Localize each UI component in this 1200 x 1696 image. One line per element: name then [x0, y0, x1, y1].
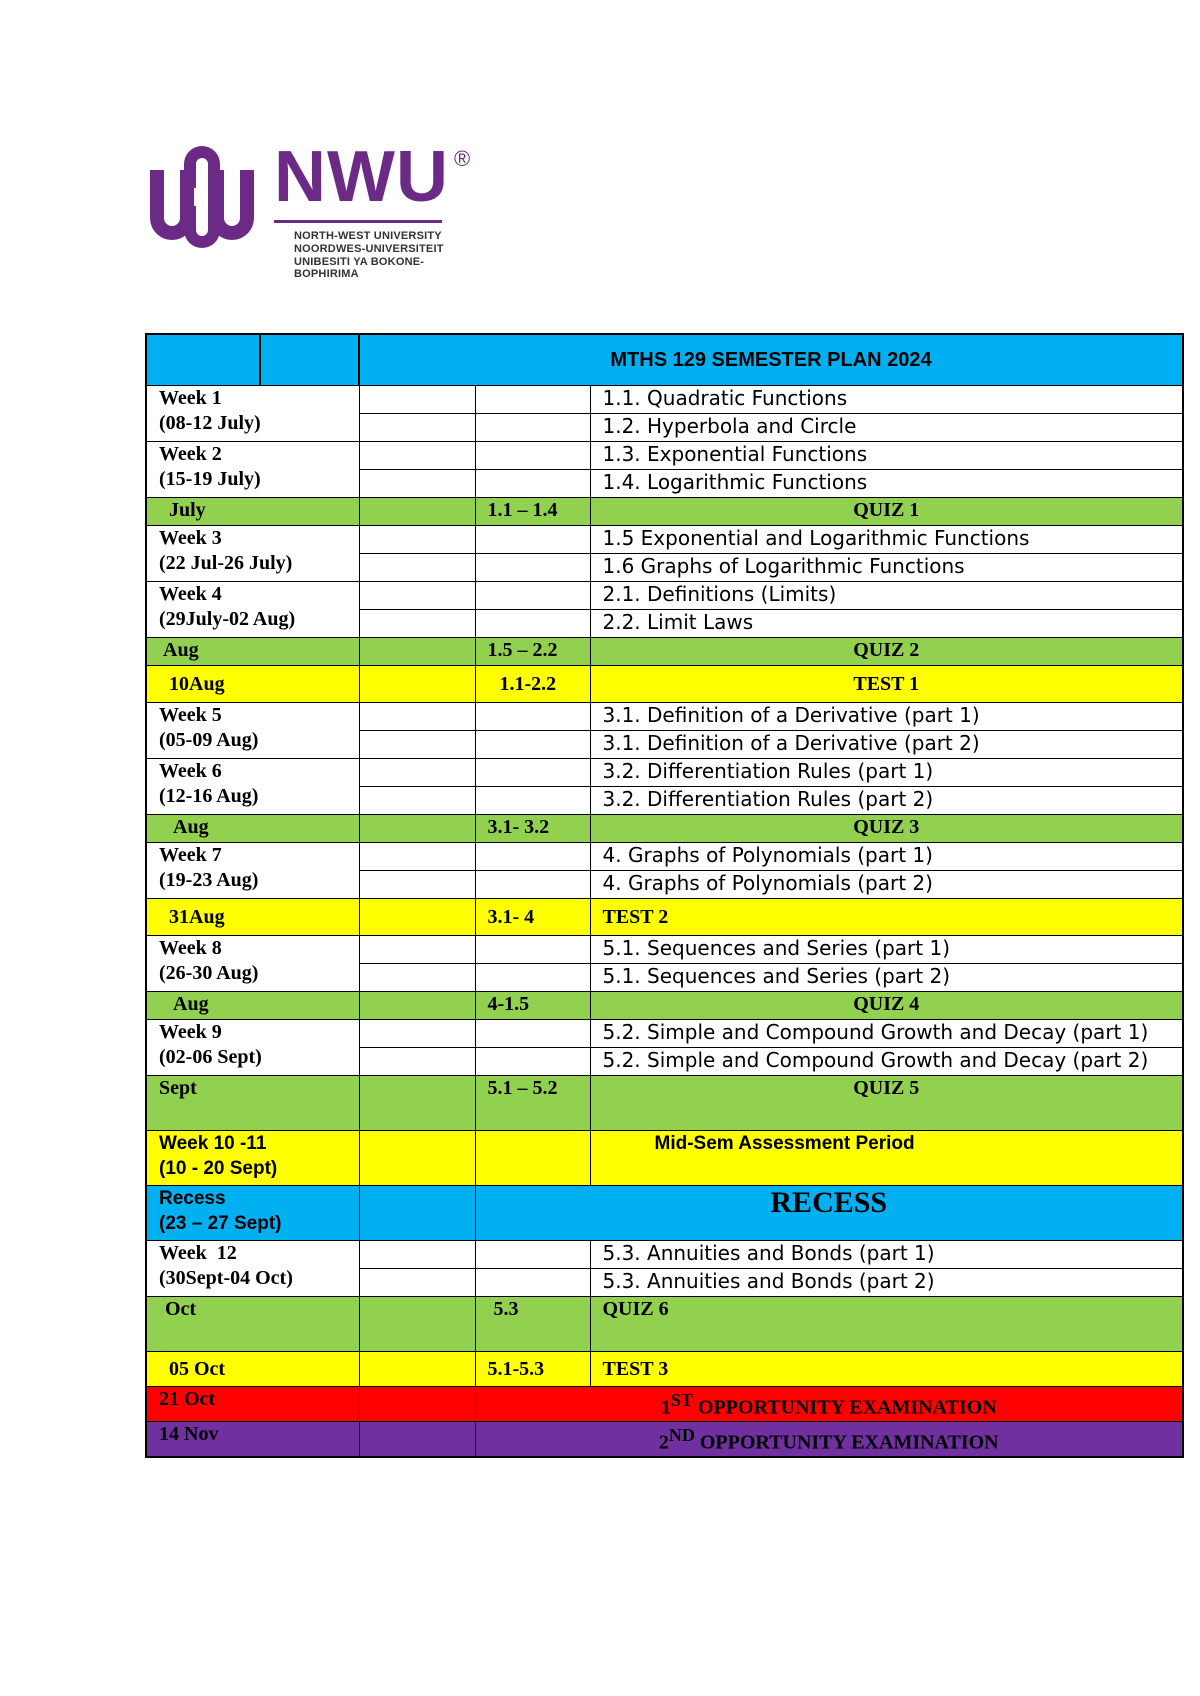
- quiz-label: QUIZ 2: [590, 638, 1183, 666]
- week-cell: Week 10 -11 (10 - 20 Sept): [146, 1131, 359, 1186]
- topic-cell: 1.2. Hyperbola and Circle: [590, 414, 1183, 442]
- topic-cell: 1.1. Quadratic Functions: [590, 386, 1183, 414]
- assessment-label: Mid-Sem Assessment Period: [590, 1131, 1183, 1186]
- table-row: [146, 442, 1183, 470]
- test-row: [146, 666, 1183, 703]
- test-label: TEST 1: [590, 666, 1183, 703]
- topic-cell: 5.1. Sequences and Series (part 2): [590, 964, 1183, 992]
- scope-cell: 4-1.5: [475, 992, 590, 1020]
- logo-line-1: NORTH-WEST UNIVERSITY: [294, 230, 442, 242]
- quiz-row: [146, 1076, 1183, 1131]
- topic-cell: 1.4. Logarithmic Functions: [590, 470, 1183, 498]
- period-cell: Aug: [146, 815, 359, 843]
- period-cell: Aug: [146, 992, 359, 1020]
- week-cell: Week 6 (12-16 Aug): [146, 759, 359, 815]
- quiz-label: QUIZ 5: [590, 1076, 1183, 1131]
- registered-mark: ®: [454, 146, 471, 171]
- topic-cell: 5.1. Sequences and Series (part 1): [590, 936, 1183, 964]
- topic-cell: 5.3. Annuities and Bonds (part 2): [590, 1269, 1183, 1297]
- table-row: [146, 759, 1183, 787]
- topic-cell: 4. Graphs of Polynomials (part 2): [590, 871, 1183, 899]
- quiz-row: [146, 498, 1183, 526]
- title-blank-cell: [146, 334, 359, 386]
- title-row: [146, 334, 1183, 386]
- test-label: TEST 3: [590, 1352, 1183, 1387]
- exam-label: 1ST OPPORTUNITY EXAMINATION: [475, 1387, 1183, 1422]
- date-cell: 21 Oct: [146, 1387, 359, 1422]
- recess-row: [146, 1186, 1183, 1241]
- topic-cell: 5.2. Simple and Compound Growth and Decay (part 2): [590, 1048, 1183, 1076]
- week-cell: Week 4 (29July-02 Aug): [146, 582, 359, 638]
- quiz-row: [146, 638, 1183, 666]
- week-cell: Week 2 (15-19 July): [146, 442, 359, 498]
- table-row: [146, 526, 1183, 554]
- table-row: [146, 936, 1183, 964]
- topic-cell: 1.6 Graphs of Logarithmic Functions: [590, 554, 1183, 582]
- test-row: [146, 1352, 1183, 1387]
- period-cell: Oct: [146, 1297, 359, 1352]
- topic-cell: 1.3. Exponential Functions: [590, 442, 1183, 470]
- week-cell: Week 12 (30Sept-04 Oct): [146, 1241, 359, 1297]
- date-cell: 31Aug: [146, 899, 359, 936]
- test-label: TEST 2: [590, 899, 1183, 936]
- quiz-row: [146, 815, 1183, 843]
- scope-cell: 1.1 – 1.4: [475, 498, 590, 526]
- logo-line-2: NOORDWES-UNIVERSITEIT: [294, 243, 444, 255]
- period-cell: July: [146, 498, 359, 526]
- topic-cell: 1.5 Exponential and Logarithmic Functions: [590, 526, 1183, 554]
- table-row: [146, 703, 1183, 731]
- nwu-logo: [146, 137, 486, 280]
- test-row: [146, 899, 1183, 936]
- topic-cell: 2.2. Limit Laws: [590, 610, 1183, 638]
- date-cell: 14 Nov: [146, 1422, 359, 1458]
- period-cell: Sept: [146, 1076, 359, 1131]
- week-cell: Week 1 (08-12 July): [146, 386, 359, 442]
- scope-cell: 5.3: [475, 1297, 590, 1352]
- topic-cell: 2.1. Definitions (Limits): [590, 582, 1183, 610]
- table-row: [146, 582, 1183, 610]
- quiz-label: QUIZ 1: [590, 498, 1183, 526]
- plan-title: MTHS 129 SEMESTER PLAN 2024: [359, 334, 1183, 386]
- exam-row: [146, 1387, 1183, 1422]
- recess-label: RECESS: [475, 1186, 1183, 1241]
- semester-plan-table: [145, 333, 1184, 1458]
- table-row: [146, 1241, 1183, 1269]
- week-cell: Week 3 (22 Jul-26 July): [146, 526, 359, 582]
- topic-cell: 3.1. Definition of a Derivative (part 1): [590, 703, 1183, 731]
- date-cell: 05 Oct: [146, 1352, 359, 1387]
- table-row: [146, 386, 1183, 414]
- exam-row: [146, 1422, 1183, 1458]
- topic-cell: 3.1. Definition of a Derivative (part 2): [590, 731, 1183, 759]
- period-cell: Aug: [146, 638, 359, 666]
- logo-rule: [274, 220, 442, 223]
- quiz-label: QUIZ 4: [590, 992, 1183, 1020]
- scope-cell: 1.5 – 2.2: [475, 638, 590, 666]
- scope-cell: 3.1- 3.2: [475, 815, 590, 843]
- date-cell: 10Aug: [146, 666, 359, 703]
- exam-label: 2ND OPPORTUNITY EXAMINATION: [475, 1422, 1183, 1458]
- quiz-row: [146, 1297, 1183, 1352]
- table-row: [146, 1020, 1183, 1048]
- week-cell: Week 7 (19-23 Aug): [146, 843, 359, 899]
- topic-cell: 4. Graphs of Polynomials (part 1): [590, 843, 1183, 871]
- quiz-row: [146, 992, 1183, 1020]
- topic-cell: 5.2. Simple and Compound Growth and Decay (part 1): [590, 1020, 1183, 1048]
- topic-cell: 3.2. Differentiation Rules (part 1): [590, 759, 1183, 787]
- scope-cell: 1.1-2.2: [475, 666, 590, 703]
- assessment-row: [146, 1131, 1183, 1186]
- table-row: [146, 843, 1183, 871]
- scope-cell: 5.1-5.3: [475, 1352, 590, 1387]
- logo-wordmark: NWU: [274, 137, 449, 217]
- week-cell: Week 5 (05-09 Aug): [146, 703, 359, 759]
- quiz-label: QUIZ 6: [590, 1297, 1183, 1352]
- topic-cell: 5.3. Annuities and Bonds (part 1): [590, 1241, 1183, 1269]
- quiz-label: QUIZ 3: [590, 815, 1183, 843]
- week-cell: Recess (23 – 27 Sept): [146, 1186, 359, 1241]
- week-cell: Week 8 (26-30 Aug): [146, 936, 359, 992]
- topic-cell: 3.2. Differentiation Rules (part 2): [590, 787, 1183, 815]
- nwu-emblem-icon: [146, 140, 258, 258]
- week-cell: Week 9 (02-06 Sept): [146, 1020, 359, 1076]
- scope-cell: 5.1 – 5.2: [475, 1076, 590, 1131]
- scope-cell: 3.1- 4: [475, 899, 590, 936]
- logo-line-3: UNIBESITI YA BOKONE-BOPHIRIMA: [294, 256, 425, 280]
